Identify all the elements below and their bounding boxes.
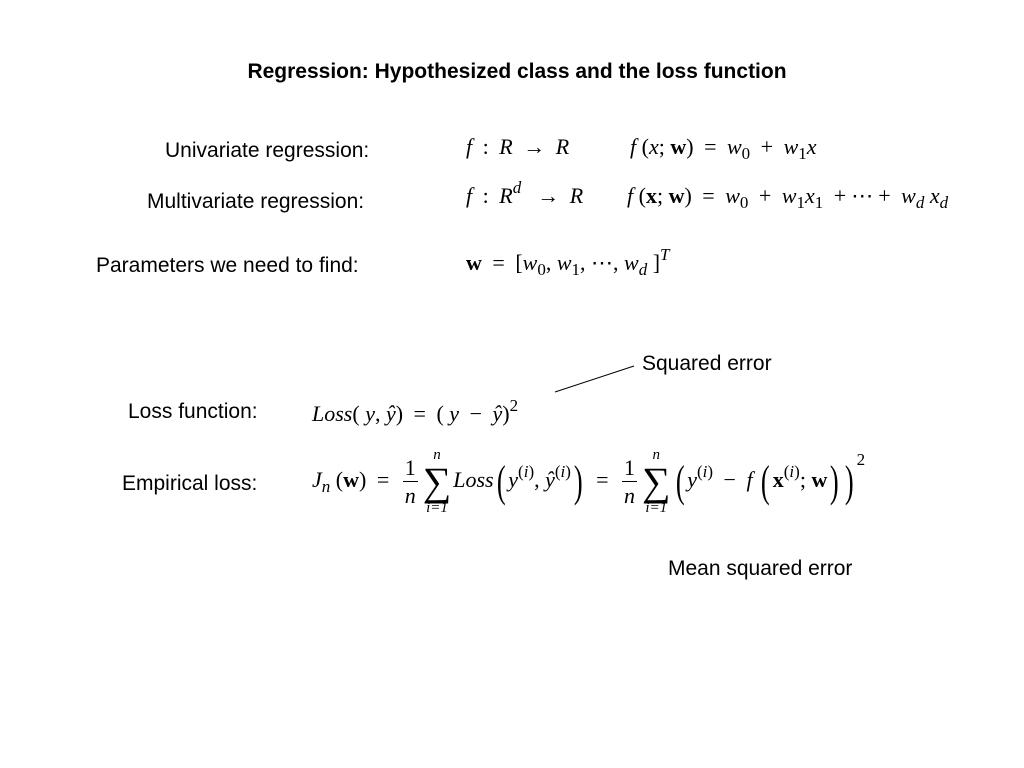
loss-word-empirical: Loss <box>453 467 494 493</box>
annotation-leader-line <box>550 360 640 400</box>
univariate-label: Univariate regression: <box>165 139 370 162</box>
summation-2: n ∑ i=1 <box>642 447 671 516</box>
slide-title: Regression: Hypothesized class and the loss function <box>247 60 787 83</box>
summation-1: n ∑ i=1 <box>422 447 452 516</box>
exp-d: d <box>512 178 522 197</box>
empirical-label: Empirical loss: <box>122 472 258 495</box>
empirical-exponent: 2 <box>856 450 866 470</box>
parameters-formula: $w = [w_0$, $w_1$, ⋯, $w_d$ ]$^T$ <box>466 245 670 279</box>
loss-formula: Loss( y, ŷ) = ( y − ŷ)$^2$ <box>312 396 519 426</box>
fraction-1-over-n-2: $\frac{1}{n}$ <box>624 455 636 508</box>
univariate-formula: f (x; $w) = w_0 + w_1x$ <box>630 134 817 163</box>
squared-error-annotation: Squared error <box>642 352 772 375</box>
fraction-1-over-n: $\frac{1}{n}$ <box>404 455 416 508</box>
multivariate-formula: f (x; $w) = w_0 + w_1x_1$ + ⋯ + $w_d$ $x_d$ <box>627 183 949 212</box>
loss-exponent: 2 <box>509 396 519 415</box>
loss-label: Loss function: <box>128 400 258 423</box>
parameters-label: Parameters we need to find: <box>96 254 359 277</box>
multivariate-mapping: f : $R^d \to R$ <box>466 178 584 208</box>
univariate-mapping: f : R → R <box>466 134 570 159</box>
loss-word: Loss <box>312 401 353 426</box>
multivariate-label: Multivariate regression: <box>147 190 365 213</box>
exp-T: T <box>660 245 670 264</box>
mean-squared-error-annotation: Mean squared error <box>668 557 853 580</box>
empirical-formula: $J_n$ (w) = $\frac{1}{n}$ n ∑ i=1 Loss( $y^{(i)}$, $ŷ^{(i)}$) = $\frac{1}{n}$ n ∑ i=1 ( $y^{(i)} - f$ ( $x^{(i)}$; w) ) $^2$ <box>312 447 866 516</box>
